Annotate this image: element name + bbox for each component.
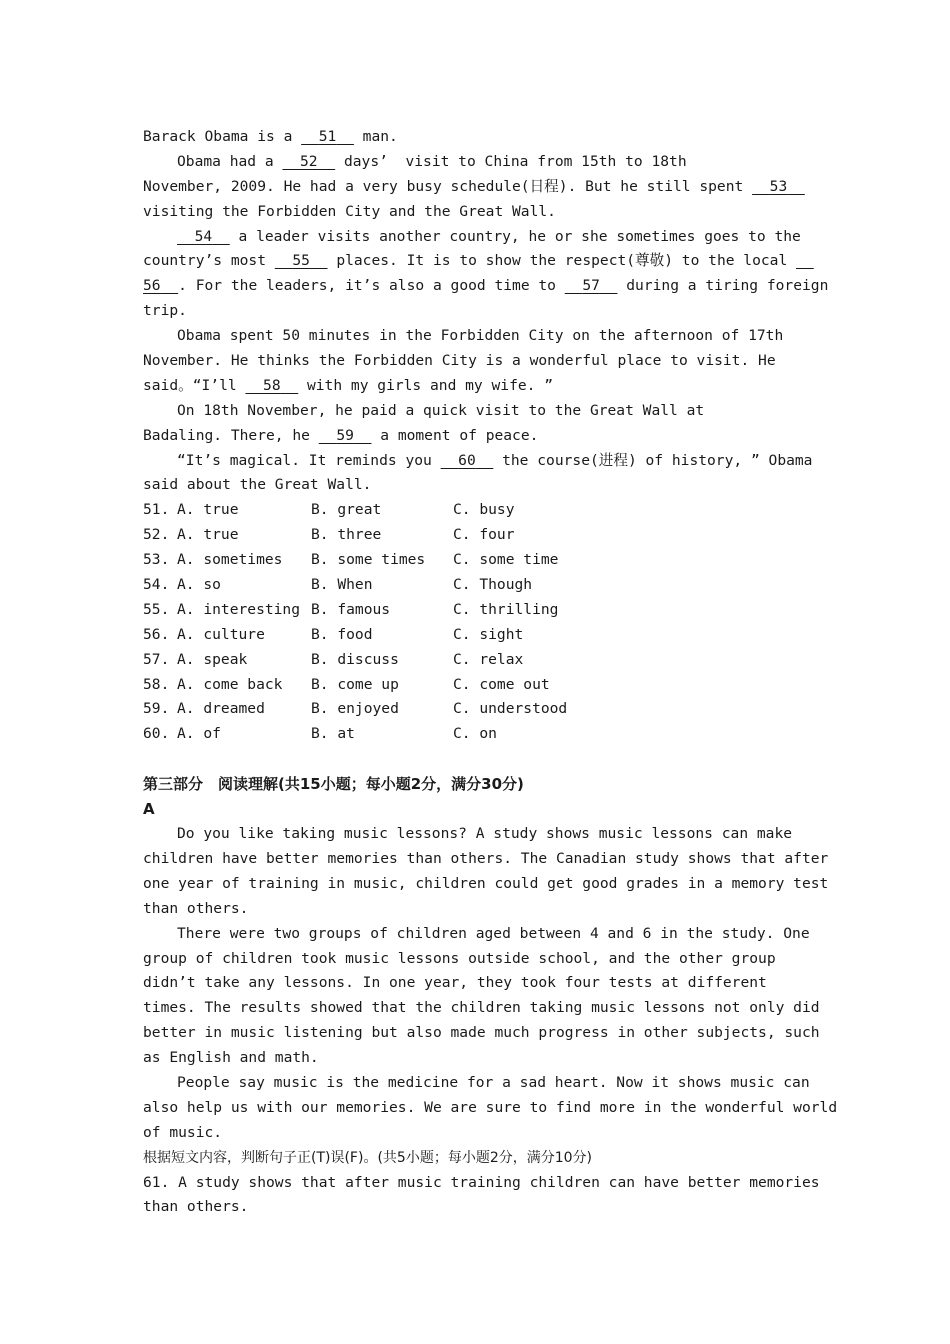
option-a: A. so: [177, 576, 221, 594]
option-c: C. come out: [453, 675, 550, 693]
option-row: [143, 722, 823, 747]
passage-line: as English and math.: [143, 1049, 319, 1067]
option-c: C. relax: [453, 650, 524, 668]
cloze-line: 56 . For the leaders, it’s also a good time to 57 during a tiring foreign: [143, 277, 829, 295]
passage-line: of music.: [143, 1123, 223, 1141]
exam-page: [143, 125, 838, 1220]
option-c: C. busy: [453, 501, 515, 519]
option-n: 51.: [143, 501, 170, 519]
passage-line: There were two groups of children aged between 4 and 6 in the study. One: [177, 924, 810, 942]
cloze-line: said about the Great Wall.: [143, 476, 372, 494]
option-a: A. dreamed: [177, 700, 265, 718]
passage-line: didn’t take any lessons. In one year, they took four tests at different: [143, 974, 767, 992]
option-list: [143, 498, 823, 747]
passage-line: than others.: [143, 899, 249, 917]
option-row: [143, 673, 823, 698]
cloze-line: Badaling. There, he 59 a moment of peace.: [143, 426, 539, 444]
option-b: B. discuss: [311, 650, 399, 668]
option-b: B. three: [311, 526, 382, 544]
option-row: [143, 498, 823, 523]
cloze-line: 54 a leader visits another country, he or she sometimes goes to the: [143, 225, 823, 250]
option-c: C. sight: [453, 625, 524, 643]
option-row: [143, 548, 823, 573]
option-c: C. Though: [453, 576, 533, 594]
cloze-line: trip.: [143, 302, 187, 320]
option-row: [143, 648, 823, 673]
blank-53: 53: [769, 177, 788, 195]
option-b: B. great: [311, 501, 382, 519]
option-n: 59.: [143, 700, 170, 718]
blank-56: 56: [143, 277, 161, 295]
option-n: 60.: [143, 725, 170, 743]
cloze-line: On 18th November, he paid a quick visit to the Great Wall at: [177, 401, 705, 419]
passage-line: People say music is the medicine for a sad heart. Now it shows music can: [177, 1073, 810, 1091]
section-heading: 第三部分 阅读理解(共15小题；每小题2分，满分30分): [143, 775, 524, 794]
option-n: 52.: [143, 526, 170, 544]
option-row: [143, 697, 823, 722]
option-a: A. true: [177, 526, 239, 544]
option-c: C. on: [453, 725, 497, 743]
reading-passage: [143, 822, 838, 1146]
option-a: A. speak: [177, 650, 248, 668]
option-a: A. interesting: [177, 600, 301, 618]
option-c: C. thrilling: [453, 600, 559, 618]
passage-line: better in music listening but also made much progress in other subjects, such: [143, 1024, 820, 1042]
option-b: B. some times: [311, 551, 426, 569]
passage-label: A: [143, 800, 155, 819]
option-n: 53.: [143, 551, 170, 569]
blank-51: 51: [318, 128, 337, 145]
instruction-text: 根据短文内容，判断句子正(T)误(F)。(共5小题；每小题2分，满分10分): [143, 1149, 593, 1166]
cloze-line: Barack Obama is a 51 man.: [143, 128, 398, 145]
option-n: 55.: [143, 600, 170, 618]
option-row: [143, 573, 823, 598]
blank-52: 52: [300, 152, 318, 170]
passage-line: one year of training in music, children could get good grades in a memory test: [143, 874, 829, 892]
option-b: B. food: [311, 625, 373, 643]
option-n: 58.: [143, 675, 170, 693]
option-c: C. four: [453, 526, 515, 544]
cloze-line: country’s most 55 places. It is to show the respect(尊敬) to the local __: [143, 252, 814, 270]
question-61-cont: than others.: [143, 1198, 249, 1216]
option-a: A. culture: [177, 625, 265, 643]
option-c: C. understood: [453, 700, 568, 718]
option-row: [143, 598, 823, 623]
option-n: 54.: [143, 576, 170, 594]
option-b: B. come up: [311, 675, 399, 693]
blank-57: 57: [582, 277, 600, 295]
cloze-line: Obama spent 50 minutes in the Forbidden City on the afternoon of 17th: [177, 327, 784, 345]
option-b: B. at: [311, 725, 355, 743]
option-n: 56.: [143, 625, 170, 643]
blank-60: 60: [458, 451, 476, 469]
option-a: A. come back: [177, 675, 283, 693]
option-c: C. some time: [453, 551, 559, 569]
passage-line: times. The results showed that the children taking music lessons not only did: [143, 999, 820, 1017]
blank-54: 54: [194, 227, 213, 245]
passage-line: Do you like taking music lessons? A study shows music lessons can make: [177, 825, 793, 843]
cloze-line: “It’s magical. It reminds you 60 the course(进程) of history, ” Obama: [177, 451, 813, 469]
option-row: [143, 623, 823, 648]
option-b: B. famous: [311, 600, 391, 618]
option-a: A. true: [177, 501, 239, 519]
cloze-line: visiting the Forbidden City and the Great Wall.: [143, 202, 556, 220]
blank-58: 58: [263, 376, 281, 394]
passage-line: group of children took music lessons outside school, and the other group: [143, 949, 776, 967]
question-61: 61. A study shows that after music training children can have better memories: [143, 1173, 820, 1191]
option-row: [143, 523, 823, 548]
option-b: B. enjoyed: [311, 700, 399, 718]
cloze-line: said。“I’ll 58 with my girls and my wife. ”: [143, 376, 554, 394]
cloze-line: November. He thinks the Forbidden City is a wonderful place to visit. He: [143, 352, 776, 370]
passage-line: children have better memories than others. The Canadian study shows that after: [143, 849, 829, 867]
cloze-line: November, 2009. He had a very busy schedule(日程). But he still spent 53: [143, 175, 823, 200]
option-a: A. of: [177, 725, 221, 743]
option-n: 57.: [143, 650, 170, 668]
passage-line: also help us with our memories. We are sure to find more in the wonderful world: [143, 1098, 838, 1116]
cloze-line: Obama had a 52 days’ visit to China from 15th to 18th: [177, 152, 687, 170]
blank-59: 59: [336, 426, 354, 444]
option-a: A. sometimes: [177, 551, 283, 569]
option-b: B. When: [311, 576, 373, 594]
blank-55: 55: [292, 252, 310, 270]
